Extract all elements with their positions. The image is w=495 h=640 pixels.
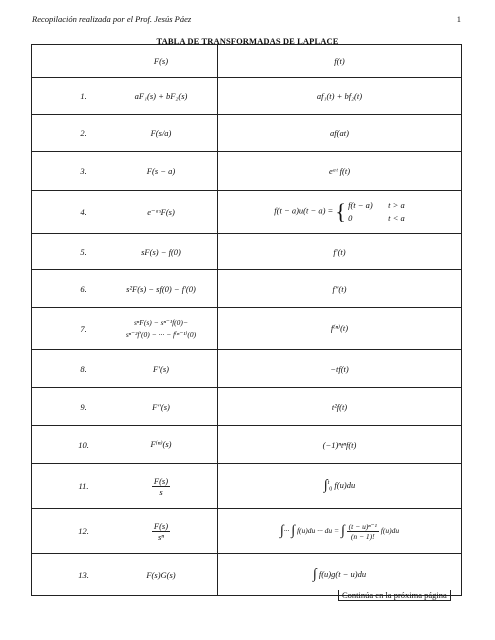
table-row [32,426,462,464]
fs-cell [105,308,218,350]
fs-cell: F⁽ⁿ⁾(s) [105,426,218,464]
integrand: f(u)g(t − u)du [318,568,367,579]
fs-line-2: sⁿ⁻²f′(0) − ··· − f⁽ⁿ⁻¹⁾(0) [125,329,197,339]
continued-note: Continúa en la próxima página [338,590,451,601]
page-number: 1 [456,14,461,24]
case-1-value: f(t − a) [348,200,373,211]
table-row [32,191,462,234]
row-number: 12. [32,509,106,554]
table-row [32,350,462,388]
fraction-denominator: sⁿ [157,531,164,542]
left-brace-icon: { [335,199,346,224]
row-number: 9. [32,388,106,426]
table-row [32,78,462,115]
row-number: 6. [32,270,106,308]
row-number: 2. [32,115,106,152]
row-number: 1. [32,78,106,115]
fraction-numerator: F(s) [153,520,169,531]
fraction-numerator: (t − u)ⁿ⁻¹ [348,521,377,531]
integral-icon: ∫ [340,523,345,538]
row-number: 7. [32,308,106,350]
ft-cell [218,191,462,234]
integral-icon: ∫ [291,523,296,538]
integral-upper: t [327,480,330,487]
fs-cell: sF(s) − f(0) [105,234,218,270]
fs-line-1: sⁿF(s) − sⁿ⁻¹f(0)− [134,318,188,328]
integrand: f(u)du ··· du = [296,525,340,535]
fs-cell: F(s/a) [105,115,218,152]
fs-cell: F′(s) [105,350,218,388]
fs-cell [105,464,218,509]
ft-cell: f″(t) [218,270,462,308]
table-row [32,509,462,554]
column-header-fs: F(s) [105,45,218,78]
fs-cell: aF₁(s) + bF₂(s) [105,78,218,115]
row-number: 3. [32,152,106,191]
table-row [32,388,462,426]
piecewise-cases [348,199,405,225]
table-row [32,152,462,191]
integral-icon: ∫ [279,523,284,538]
fraction-denominator: s [159,486,163,497]
ft-cell: af(at) [218,115,462,152]
row-number: 4. [32,191,106,234]
integrand: f(u)du [334,479,356,490]
fs-cell: F(s − a) [105,152,218,191]
fs-cell: s²F(s) − sf(0) − f′(0) [105,270,218,308]
table-header-row [32,45,462,78]
fs-cell: F(s)G(s) [105,554,218,596]
fs-cell: e⁻ᵃˢF(s) [105,191,218,234]
table-row [32,464,462,509]
ft-cell: −tf(t) [218,350,462,388]
ft-cell: af₁(t) + bf₂(t) [218,78,462,115]
ft-cell: t²f(t) [218,388,462,426]
case-2-condition: t < a [388,213,405,223]
fraction-numerator: F(s) [153,475,169,486]
fraction [347,522,379,541]
case-2-value: 0 [348,213,353,223]
row-number: 5. [32,234,106,270]
fraction-denominator: (n − 1)! [350,531,375,541]
fraction [152,476,170,497]
table-row [32,234,462,270]
ft-cell [218,509,462,554]
case-1-condition: t > a [388,200,405,211]
row-number: 11. [32,464,106,509]
page-title: TABLA DE TRANSFORMADAS DE LAPLACE [156,36,339,46]
laplace-table [31,44,462,596]
fs-cell [105,509,218,554]
running-header: Recopilación realizada por el Prof. Jesús Páez [32,14,192,24]
piecewise-lhs: f(t − a)u(t − a) = [274,205,334,216]
table-row [32,115,462,152]
ellipsis: ··· [283,525,292,535]
integral-icon: ∫ [312,566,317,582]
row-number: 10. [32,426,106,464]
row-number: 8. [32,350,106,388]
ft-cell: f′(t) [218,234,462,270]
table-row [32,270,462,308]
integral-icon: ∫ [323,478,328,493]
ft-cell [218,464,462,509]
integrand-tail: f(u)du [380,525,400,535]
fs-cell: F″(s) [105,388,218,426]
column-header-ft: f(t) [218,45,462,78]
row-number: 13. [32,554,106,596]
ft-cell: eᵃᵗ f(t) [218,152,462,191]
fraction [152,521,170,542]
ft-cell: f⁽ⁿ⁾(t) [218,308,462,350]
integral-lower: 0 [329,486,333,493]
table-row [32,308,462,350]
ft-cell: (−1)ⁿtⁿf(t) [218,426,462,464]
